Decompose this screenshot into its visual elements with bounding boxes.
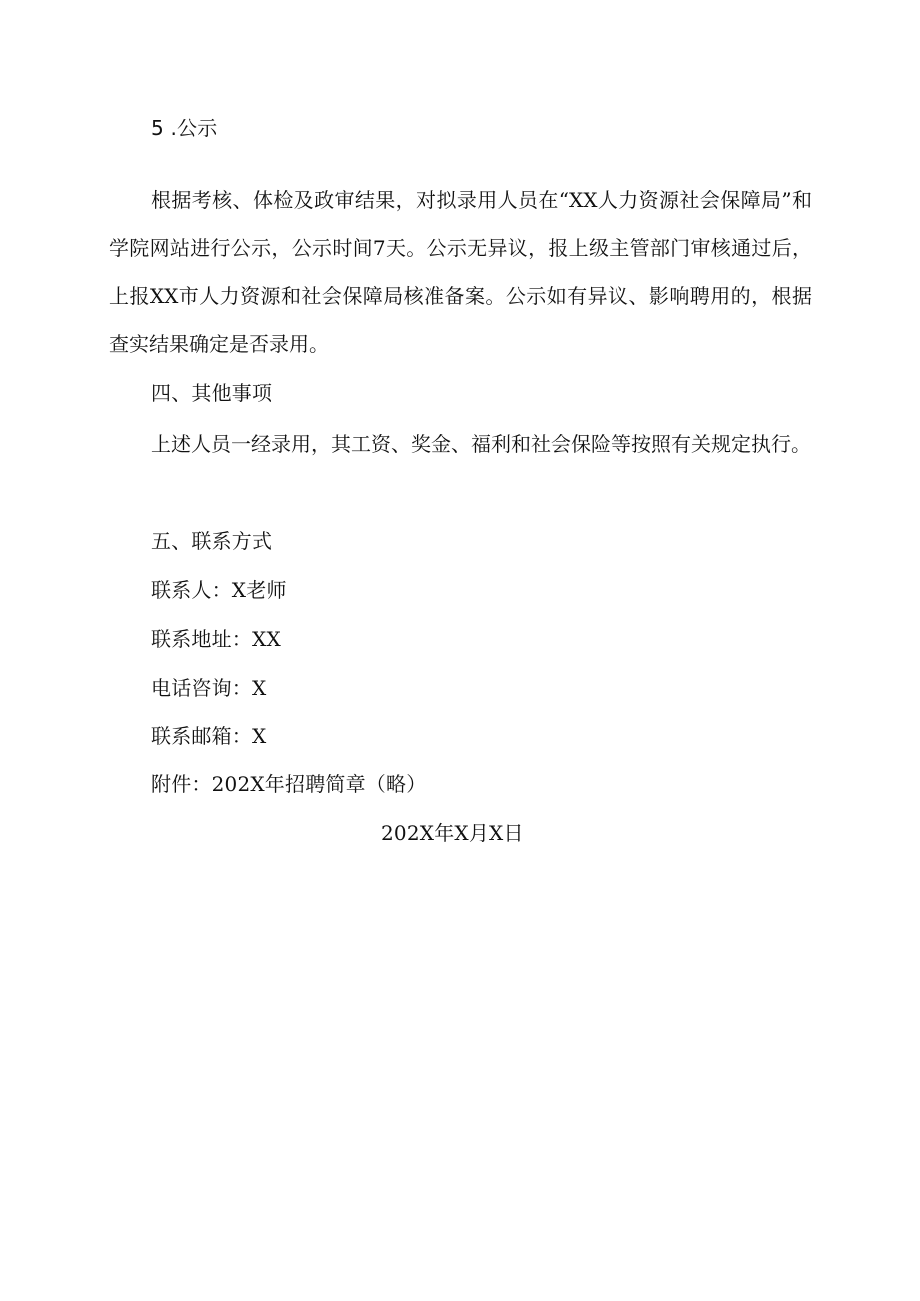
attachment-note: 附件：202X年招聘简章（略） <box>151 772 427 796</box>
publicity-paragraph: 根据考核、体检及政审结果，对拟录用人员在“XX人力资源社会保障局”和学院网站进行公示，公示时间7天。公示无异议，报上级主管部门审核通过后，上报XX市人力资源和社会保障局核准备案。公示如有异议、影响聘用的，根据查实结果确定是否录用。 <box>109 188 812 356</box>
other-matters-heading: 四、其他事项 <box>151 381 273 405</box>
other-matters-paragraph: 上述人员一经录用，其工资、奖金、福利和社会保险等按照有关规定执行。 <box>151 432 811 456</box>
contact-heading: 五、联系方式 <box>151 529 273 553</box>
contact-person: 联系人：X老师 <box>151 578 287 602</box>
document-date: 202X年X月X日 <box>381 821 524 845</box>
contact-email: 联系邮箱：X <box>151 724 267 748</box>
contact-phone: 电话咨询：X <box>151 676 267 700</box>
contact-address: 联系地址：XX <box>151 627 281 651</box>
section-5-heading: 5 .公示 <box>151 116 218 140</box>
